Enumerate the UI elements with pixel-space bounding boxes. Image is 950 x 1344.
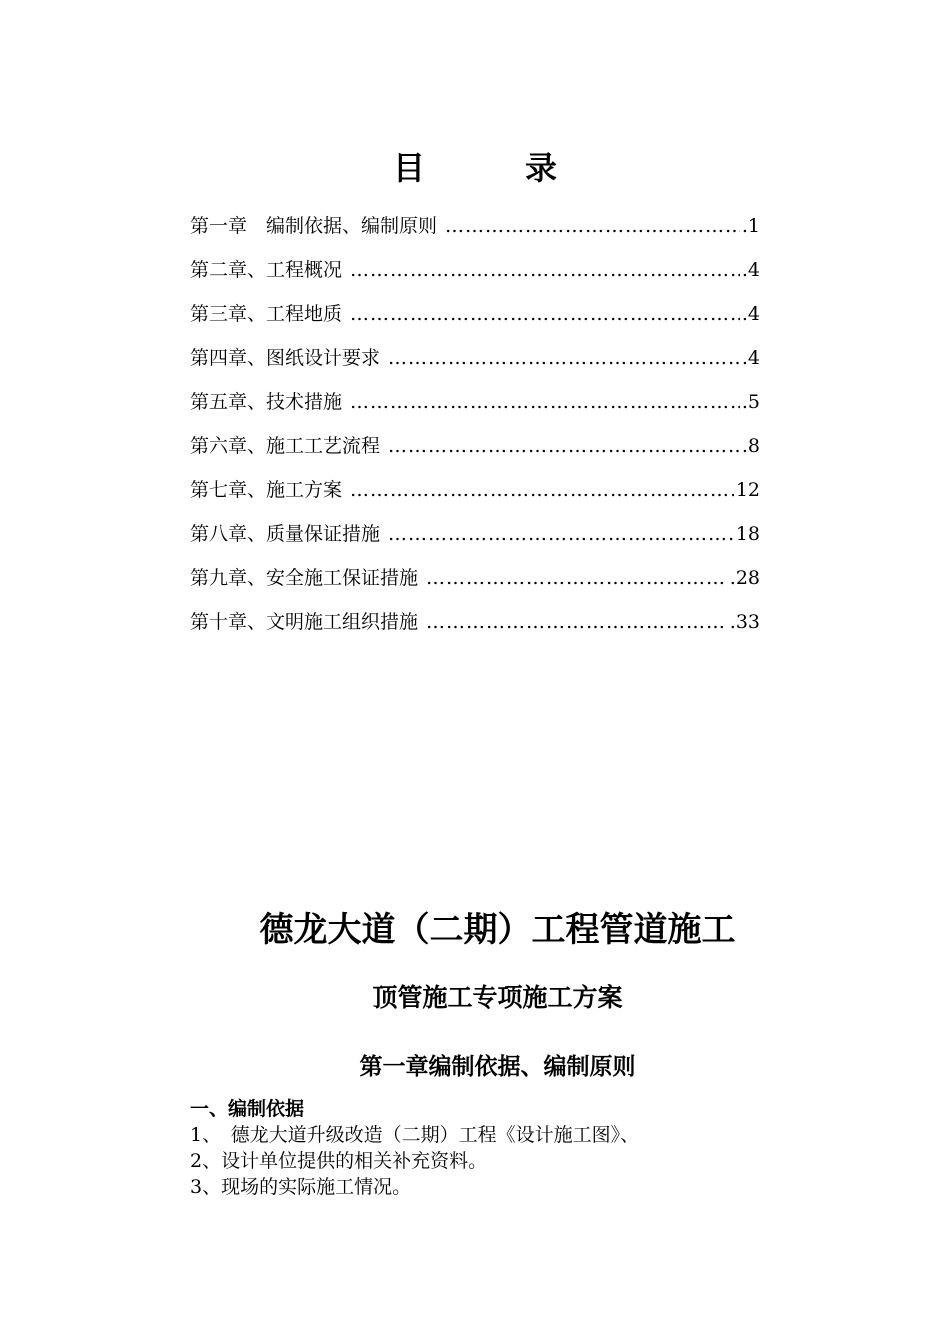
- toc-leader-dots: [350, 380, 740, 424]
- toc-leader-dots: [350, 468, 734, 512]
- toc-item-label: 第六章、施工工艺流程: [190, 435, 381, 457]
- toc-item[interactable]: [190, 204, 760, 248]
- toc-item-page: 18: [735, 523, 760, 545]
- toc-item-label: 第一章 编制依据、编制原则: [190, 215, 438, 237]
- table-of-contents: [190, 204, 760, 644]
- toc-item-page: .1: [741, 215, 760, 237]
- toc-item[interactable]: [190, 380, 760, 424]
- list-item: 3、现场的实际施工情况。: [190, 1176, 412, 1198]
- toc-item[interactable]: [190, 600, 760, 644]
- toc-item[interactable]: [190, 424, 760, 468]
- toc-item[interactable]: [190, 336, 760, 380]
- toc-item-page: .4: [741, 303, 760, 325]
- toc-item-label: 第五章、技术措施: [190, 391, 343, 413]
- toc-item[interactable]: [190, 556, 760, 600]
- toc-item-label: 第十章、文明施工组织措施: [190, 611, 419, 633]
- toc-item-label: 第九章、安全施工保证措施: [190, 567, 419, 589]
- toc-item[interactable]: [190, 512, 760, 556]
- toc-item-page: .4: [741, 347, 760, 369]
- toc-item-label: 第八章、质量保证措施: [190, 523, 381, 545]
- toc-title: [0, 148, 950, 188]
- toc-item-label: 第二章、工程概况: [190, 259, 343, 281]
- toc-item-page: .8: [741, 435, 760, 457]
- toc-title-part1: 目: [392, 149, 425, 187]
- toc-leader-dots: [388, 424, 740, 468]
- list-item: 1、 德龙大道升级改造（二期）工程《设计施工图》、: [190, 1124, 640, 1146]
- toc-item-page: .33: [729, 611, 760, 633]
- toc-item[interactable]: [190, 468, 760, 512]
- toc-leader-dots: [350, 292, 740, 336]
- toc-item[interactable]: [190, 292, 760, 336]
- document-subtitle: 顶管施工专项施工方案: [372, 983, 623, 1012]
- toc-title-part2: 录: [525, 149, 558, 187]
- toc-item-label: 第四章、图纸设计要求: [190, 347, 381, 369]
- toc-leader-dots: [388, 512, 734, 556]
- toc-item[interactable]: [190, 248, 760, 292]
- toc-item-page: .4: [741, 259, 760, 281]
- toc-leader-dots: [426, 600, 728, 644]
- section-heading: 一、编制依据: [190, 1098, 305, 1120]
- toc-item-page: 12: [735, 479, 760, 501]
- chapter-title: 第一章编制依据、编制原则: [359, 1053, 636, 1080]
- toc-item-page: .5: [741, 391, 760, 413]
- toc-leader-dots: [445, 204, 740, 248]
- list-item: 2、设计单位提供的相关补充资料。: [190, 1150, 488, 1172]
- toc-item-label: 第三章、工程地质: [190, 303, 343, 325]
- toc-item-label: 第七章、施工方案: [190, 479, 343, 501]
- toc-leader-dots: [388, 336, 740, 380]
- toc-leader-dots: [350, 248, 740, 292]
- section-compile-basis: [190, 1096, 790, 1200]
- toc-item-page: .28: [729, 567, 760, 589]
- document-title: 德龙大道（二期）工程管道施工: [259, 910, 736, 950]
- toc-leader-dots: [426, 556, 728, 600]
